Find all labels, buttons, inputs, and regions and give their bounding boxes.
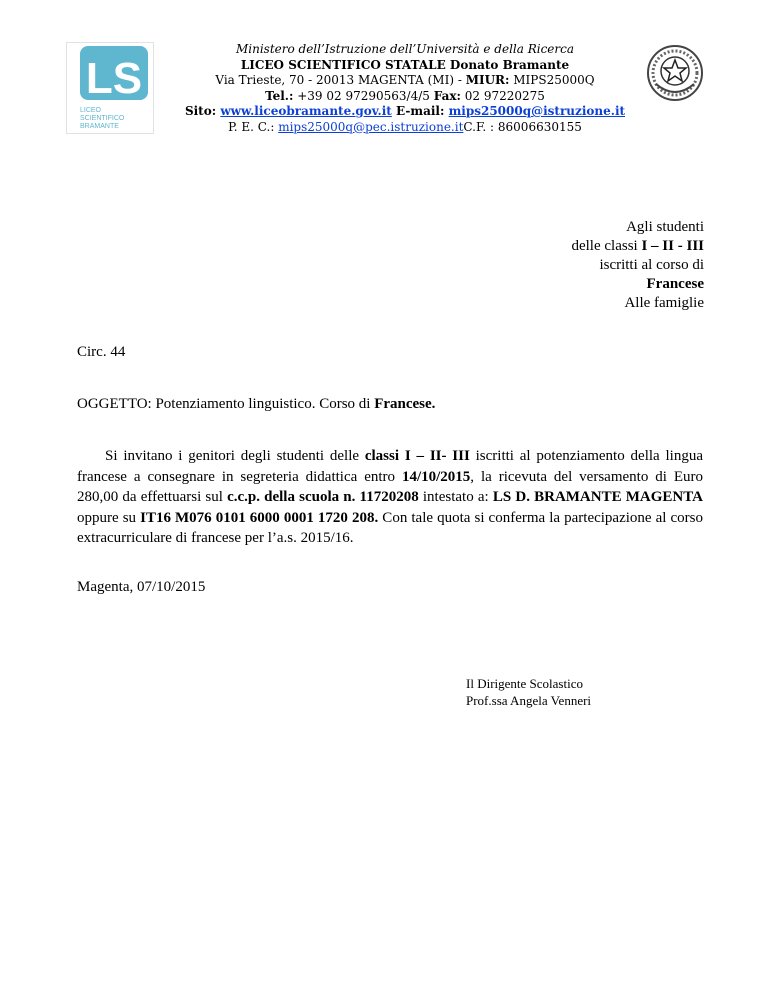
letterhead — [170, 42, 640, 135]
recipient-line-1: Agli studenti — [626, 219, 704, 235]
tel-value: +39 02 97290563/4/5 — [293, 88, 434, 103]
signature-block — [466, 675, 591, 709]
web-line — [170, 104, 640, 120]
recipient-line-5: Alle famiglie — [624, 295, 704, 311]
phone-line — [170, 89, 640, 105]
recipient-line-2-prefix: delle classi — [571, 238, 642, 254]
cf-text: C.F. : 86006630155 — [463, 119, 582, 134]
recipient-line-4 — [571, 275, 704, 294]
recipient-course: Francese — [646, 276, 704, 292]
logo-line-3: BRAMANTE — [80, 123, 119, 130]
email-label: E-mail: — [391, 104, 449, 118]
signature-role: Il Dirigente Scolastico — [466, 676, 583, 691]
body-text-1: Si invitano i genitori degli studenti delle — [105, 448, 365, 464]
body-bold-iban: IT16 M076 0101 6000 0001 1720 208. — [140, 509, 379, 526]
body-bold-deadline: 14/10/2015 — [401, 468, 471, 485]
logo-line-1: LICEO — [80, 107, 102, 114]
fax-value: 02 97220275 — [460, 88, 545, 103]
miur-label: MIUR: — [465, 73, 510, 87]
pec-label: P. E. C.: — [228, 119, 279, 134]
signature-name: Prof.ssa Angela Venneri — [466, 693, 592, 708]
address: Via Trieste, 70 - 20013 MAGENTA (MI) - — [215, 73, 466, 87]
republic-emblem — [646, 44, 704, 102]
body-bold-account: c.c.p. della scuola n. 11720208 — [227, 489, 419, 505]
body-bold-classes: classi I – II- III — [364, 448, 470, 464]
email-link[interactable]: mips25000q@istruzione.it — [448, 104, 626, 118]
body-paragraph — [77, 446, 703, 549]
recipient-line-3: iscritti al corso di — [599, 257, 704, 273]
subject-prefix: OGGETTO: Potenziamento linguistico. Corso di — [77, 396, 375, 412]
recipients-block — [571, 218, 704, 313]
school-logo — [66, 42, 154, 134]
tel-label: Tel.: — [265, 88, 294, 103]
miur-code: MIPS25000Q — [509, 73, 595, 87]
logo-letters: LS — [85, 54, 143, 103]
logo-line-2: SCIENTIFICO — [80, 115, 125, 122]
pec-line — [170, 120, 640, 136]
circular-number: Circ. 44 — [77, 344, 126, 360]
school-name: LICEO SCIENTIFICO STATALE Donato Bramante — [240, 57, 570, 72]
site-link[interactable]: www.liceobramante.gov.it — [220, 104, 392, 118]
date-line: Magenta, 07/10/2015 — [77, 579, 206, 595]
pec-link[interactable]: mips25000q@pec.istruzione.it — [278, 119, 464, 134]
body-text-5: oppure su — [77, 509, 141, 526]
subject-line — [77, 395, 435, 414]
subject-bold: Francese. — [374, 396, 436, 412]
body-text-3: , la ricevuta del versamento di Euro 280,00 da effettuarsi sul — [77, 468, 703, 505]
body-text-6: Con tale quota si conferma la partecipazione al corso extracurriculare di francese per l’a.s. 2015/16. — [77, 509, 704, 546]
body-bold-beneficiary: LS D. BRAMANTE MAGENTA — [492, 489, 703, 505]
body-text-4: intestato a: — [418, 489, 493, 505]
ministry-name: Ministero dell’Istruzione dell’Università e della Ricerca — [235, 42, 575, 56]
recipient-line-2 — [571, 237, 704, 256]
address-line — [170, 73, 640, 89]
recipient-classes: I – II - III — [641, 238, 704, 254]
school-name-line — [170, 58, 640, 74]
site-label: Sito: — [184, 104, 221, 118]
body-text-2: iscritti al potenziamento della lingua francese a consegnare in segreteria didattica entro — [77, 448, 703, 485]
fax-label: Fax: — [433, 88, 461, 103]
